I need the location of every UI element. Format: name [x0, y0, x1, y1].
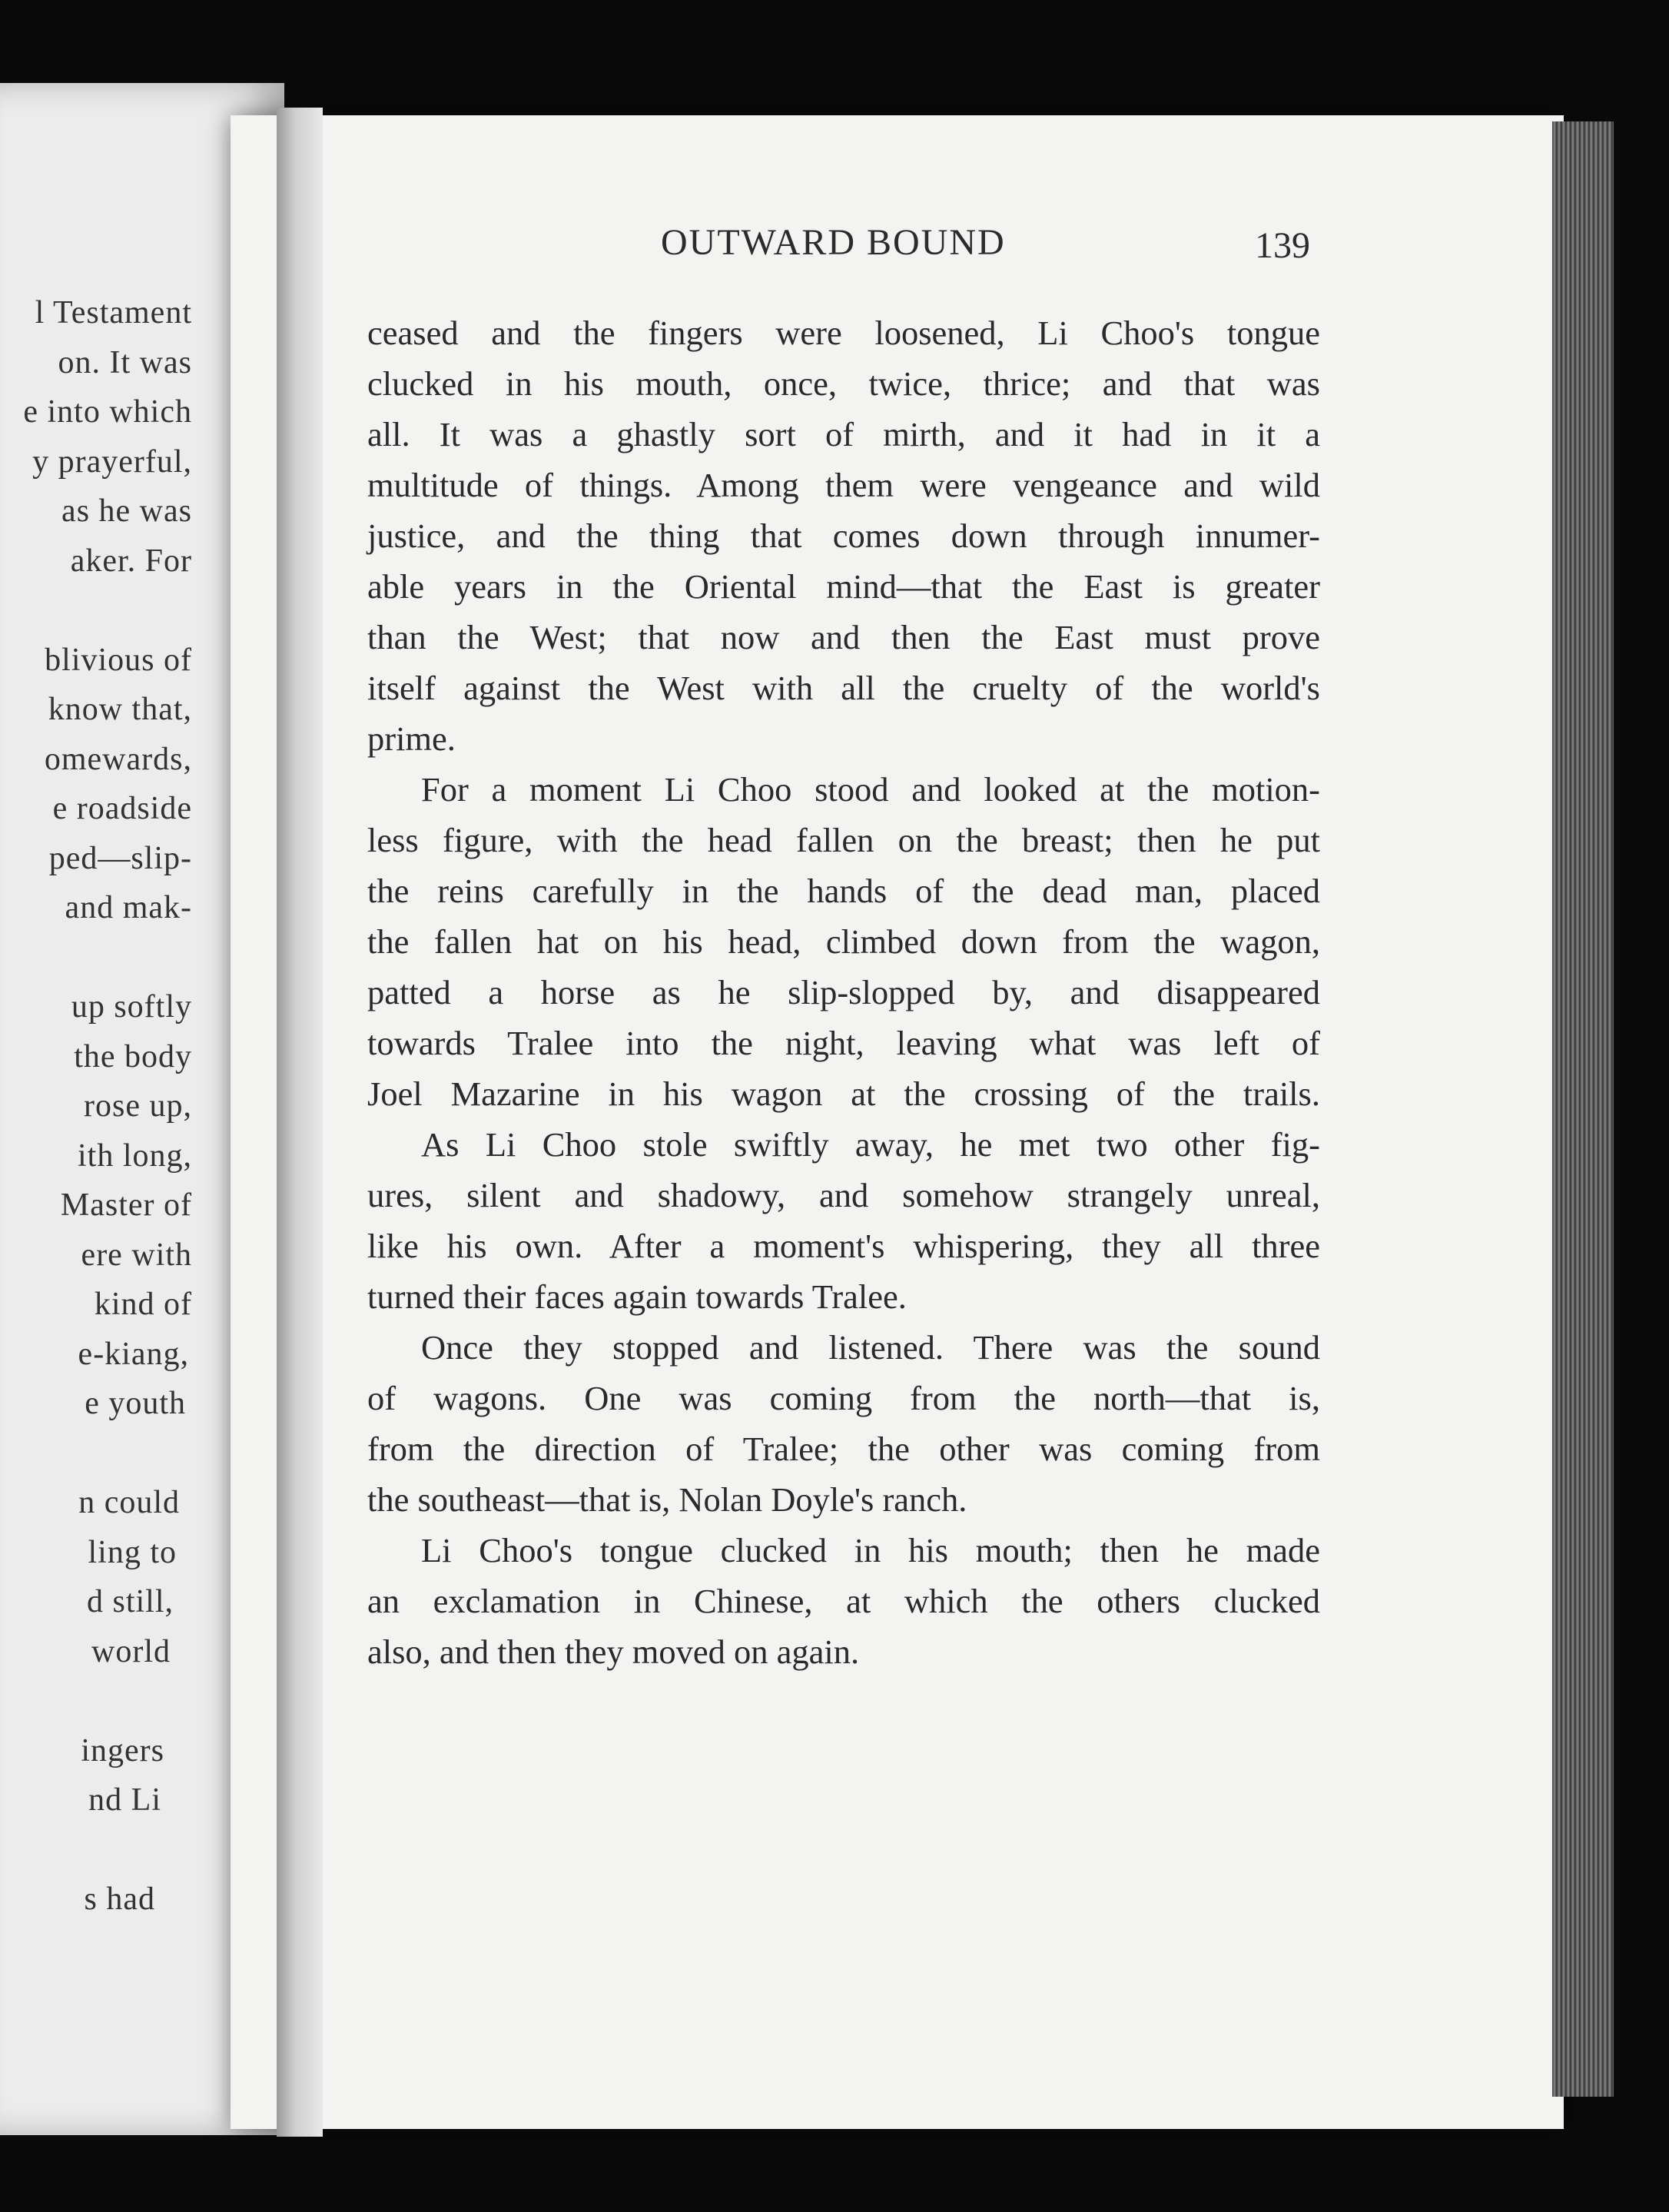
text-line: ceased and the fingers were loosened, Li Choo's tongue: [367, 314, 1320, 352]
left-page-fragment: ingers: [81, 1732, 164, 1769]
text-line: than the West; that now and then the East must prove: [367, 618, 1320, 656]
left-page-fragment: world: [91, 1633, 171, 1669]
text-line: Li Choo's tongue clucked in his mouth; then he made: [421, 1531, 1320, 1569]
text-line: the southeast—that is, Nolan Doyle's ranch.: [367, 1480, 967, 1519]
left-page-fragment: know that,: [48, 692, 192, 727]
text-line: patted a horse as he slip-slopped by, and disappeared: [367, 973, 1320, 1011]
left-page-fragment: y prayerful,: [32, 443, 192, 480]
left-page-fragment: nd Li: [88, 1782, 161, 1818]
left-page-fragment: s had: [84, 1882, 155, 1917]
left-page-fragment: on. It was: [58, 344, 192, 380]
left-page-fragment: aker. For: [70, 543, 192, 579]
text-line: multitude of things. Among them were vengeance and wild: [367, 466, 1320, 504]
text-line: itself against the West with all the cruelty of the world's: [367, 669, 1320, 707]
page-edges: [1552, 121, 1614, 2097]
left-page-fragment: ith long,: [77, 1138, 192, 1174]
running-title: OUTWARD BOUND: [661, 222, 1006, 263]
text-line: prime.: [367, 719, 456, 758]
left-page-fragment: e youth: [85, 1386, 186, 1421]
text-line: the fallen hat on his head, climbed down from the wagon,: [367, 922, 1320, 961]
text-line: from the direction of Tralee; the other was coming from: [367, 1430, 1320, 1468]
text-line: an exclamation in Chinese, at which the others clucked: [367, 1582, 1320, 1620]
left-page-fragment: omewards,: [44, 741, 192, 777]
left-page-fragment: ped—slip-: [48, 840, 192, 876]
text-line: able years in the Oriental mind—that the East is greater: [367, 567, 1320, 606]
text-line: like his own. After a moment's whispering, they all three: [367, 1227, 1320, 1265]
left-page-fragment: ling to: [88, 1534, 177, 1570]
left-page-fragment: e-kiang,: [78, 1336, 189, 1372]
left-page-fragment: the body: [74, 1038, 192, 1074]
left-page-fragment: blivious of: [45, 642, 192, 678]
left-page-fragment: as he was: [61, 493, 192, 529]
text-line: less figure, with the head fallen on the breast; then he put: [367, 821, 1320, 859]
left-page-fragment: d still,: [86, 1584, 174, 1619]
left-page-fragment: Master of: [60, 1187, 192, 1223]
text-line: As Li Choo stole swiftly away, he met two other fig-: [421, 1125, 1320, 1164]
left-page-fragment: e into which: [23, 394, 192, 430]
text-line: clucked in his mouth, once, twice, thrice; and that was: [367, 364, 1320, 403]
left-page-fragment: rose up,: [84, 1088, 192, 1124]
left-page-fragment: up softly: [71, 989, 192, 1025]
text-line: of wagons. One was coming from the north—that is,: [367, 1379, 1320, 1417]
text-line: Once they stopped and listened. There was the sound: [421, 1328, 1320, 1367]
text-line: towards Tralee into the night, leaving what was left of: [367, 1024, 1320, 1062]
text-line: For a moment Li Choo stood and looked at the motion-: [421, 770, 1320, 809]
left-page-fragment: n could: [78, 1485, 180, 1520]
text-line: the reins carefully in the hands of the dead man, placed: [367, 872, 1320, 910]
left-page-fragment: l Testament: [35, 295, 192, 330]
page-number: 139: [1255, 225, 1310, 266]
text-line: justice, and the thing that comes down through innumer-: [367, 516, 1320, 555]
text-line: also, and then they moved on again.: [367, 1632, 860, 1671]
text-line: turned their faces again towards Tralee.: [367, 1277, 907, 1316]
text-line: Joel Mazarine in his wagon at the crossing of the trails.: [367, 1074, 1320, 1113]
left-page-fragment: ere with: [81, 1237, 192, 1273]
text-line: all. It was a ghastly sort of mirth, and it had in it a: [367, 415, 1320, 453]
text-line: ures, silent and shadowy, and somehow strangely unreal,: [367, 1176, 1320, 1214]
book-gutter: [277, 108, 323, 2137]
body-text: [367, 307, 1320, 1677]
left-page-fragment: kind of: [94, 1287, 192, 1322]
left-page-fragment: e roadside: [52, 791, 192, 826]
left-page-fragment: and mak-: [65, 890, 192, 925]
